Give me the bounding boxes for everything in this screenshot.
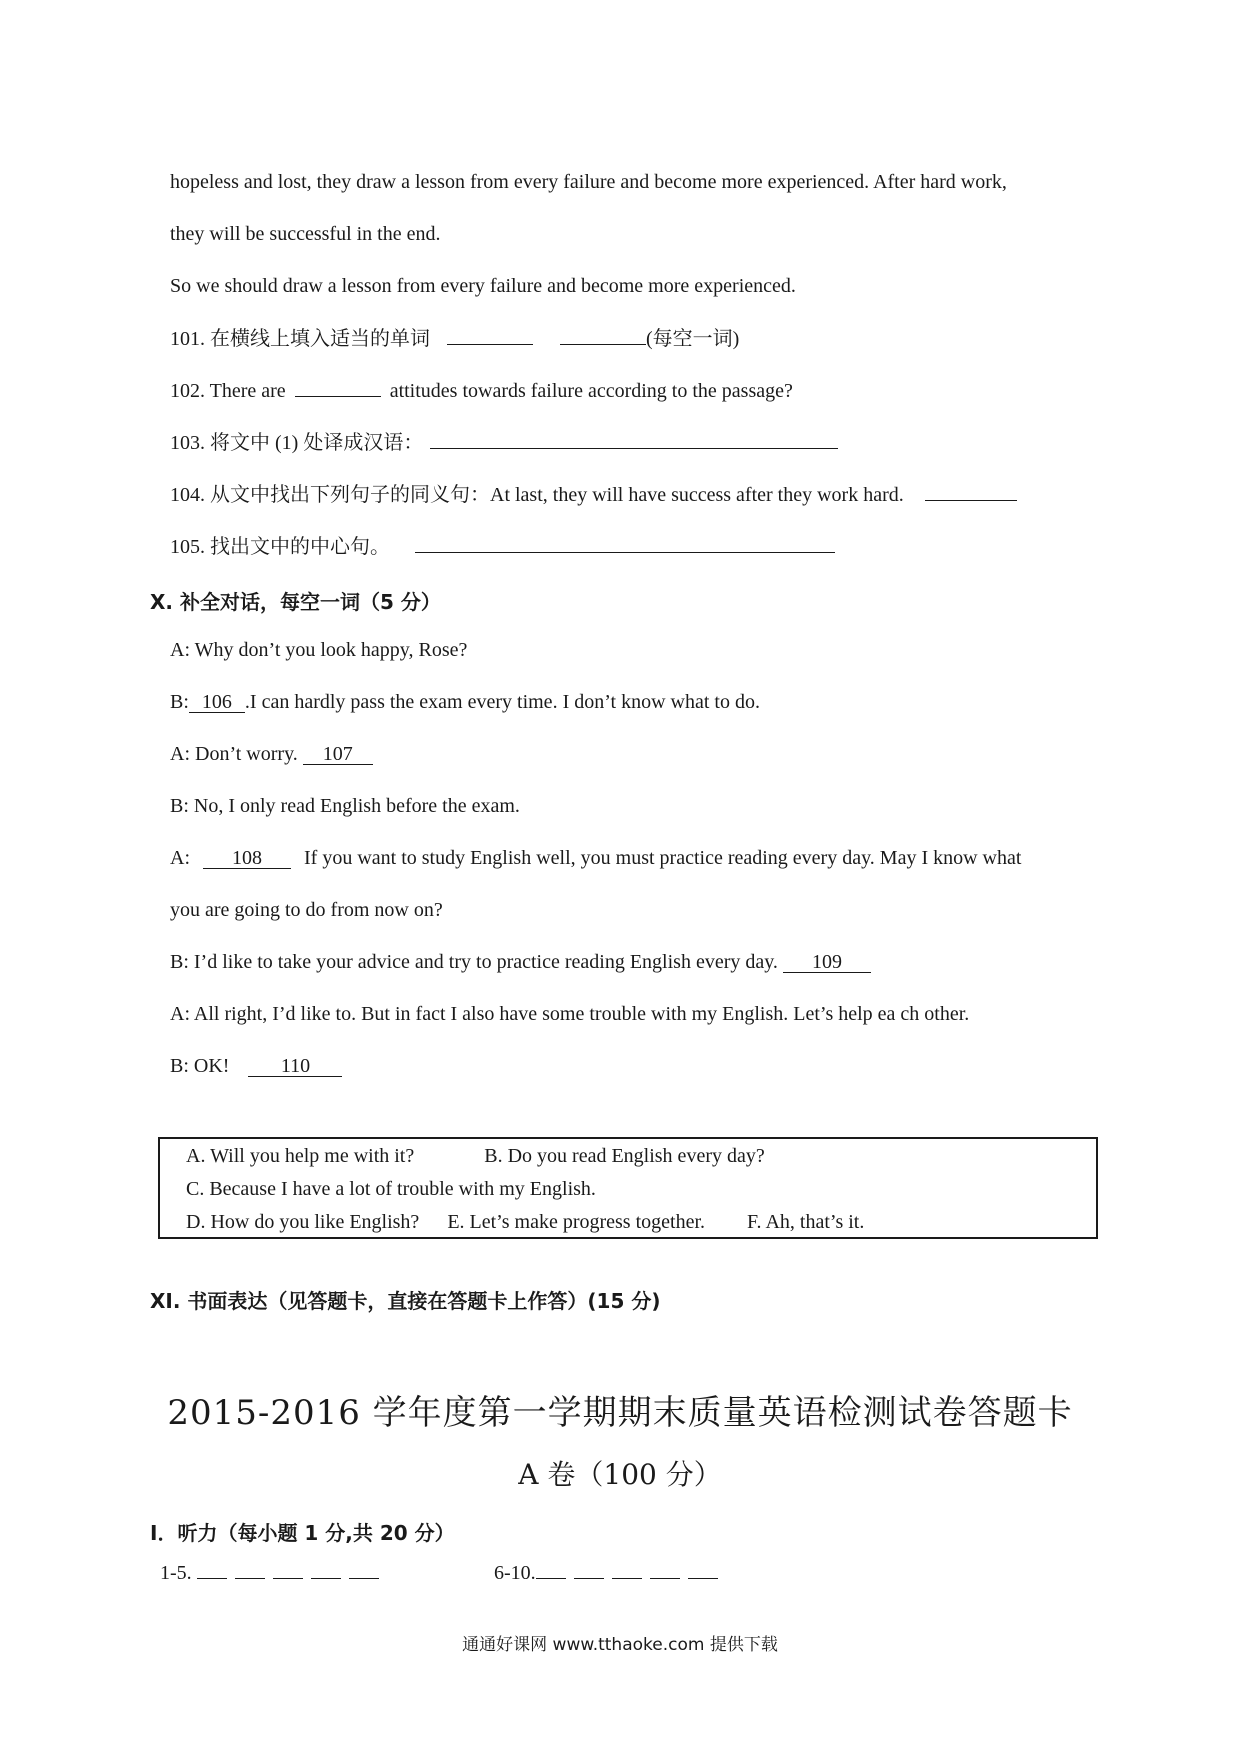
answer-blank-10[interactable] bbox=[688, 1560, 718, 1579]
dialogue-line-3-prefix: A: Don’t worry. bbox=[170, 743, 298, 765]
answer-blank-8[interactable] bbox=[612, 1560, 642, 1579]
options-row-3 bbox=[186, 1211, 864, 1234]
dialogue-blank-108[interactable]: 108 bbox=[203, 848, 291, 869]
dialogue-line-1: A: Why don’t you look happy, Rose? bbox=[170, 639, 468, 661]
question-105-text: 105. 找出文中的中心句。 bbox=[170, 536, 390, 558]
question-101-suffix: (每空一词) bbox=[646, 328, 740, 350]
question-102 bbox=[170, 378, 793, 403]
answers-6-10-label: 6-10. bbox=[494, 1562, 536, 1584]
dialogue-line-2 bbox=[170, 690, 760, 714]
question-104 bbox=[170, 482, 1017, 507]
option-f: F. Ah, that’s it. bbox=[747, 1211, 865, 1233]
dialogue-line-9 bbox=[170, 1054, 342, 1078]
dialogue-line-2-prefix: B: bbox=[170, 691, 189, 713]
dialogue-blank-106[interactable]: 106 bbox=[189, 692, 245, 713]
options-row-1 bbox=[186, 1145, 765, 1168]
dialogue-line-3 bbox=[170, 742, 373, 766]
answer-card-subtitle: A 卷（100 分） bbox=[518, 1458, 722, 1491]
dialogue-line-7 bbox=[170, 950, 871, 974]
answers-1-5-label: 1-5. bbox=[160, 1562, 192, 1584]
dialogue-line-9-prefix: B: OK! bbox=[170, 1055, 230, 1077]
dialogue-line-5 bbox=[170, 846, 1021, 870]
section-x-heading: X. 补全对话，每空一词（5 分） bbox=[150, 590, 441, 614]
answer-blank-9[interactable] bbox=[650, 1560, 680, 1579]
dialogue-line-5-suffix: If you want to study English well, you must practice reading every day. May I know what bbox=[304, 847, 1022, 869]
answer-card-title: 2015-2016 学年度第一学期期末质量英语检测试卷答题卡 bbox=[167, 1393, 1073, 1433]
answers-6-10 bbox=[494, 1560, 726, 1585]
dialogue-line-5-prefix: A: bbox=[170, 847, 190, 869]
question-102-prefix: 102. There are bbox=[170, 380, 286, 402]
answer-blank-5[interactable] bbox=[349, 1560, 379, 1579]
dialogue-line-2-suffix: .I can hardly pass the exam every time. I don’t know what to do. bbox=[244, 691, 760, 713]
answer-blank-1[interactable] bbox=[197, 1560, 227, 1579]
answer-blank-2[interactable] bbox=[235, 1560, 265, 1579]
dialogue-blank-107[interactable]: 107 bbox=[303, 744, 373, 765]
answer-blank-7[interactable] bbox=[574, 1560, 604, 1579]
option-c: C. Because I have a lot of trouble with my English. bbox=[186, 1178, 596, 1200]
answer-blank-3[interactable] bbox=[273, 1560, 303, 1579]
section-i-heading: I．听力（每小题 1 分,共 20 分） bbox=[150, 1521, 455, 1545]
option-a: A. Will you help me with it? bbox=[186, 1145, 415, 1167]
answer-blank-104[interactable] bbox=[925, 482, 1017, 501]
question-103-text: 103. 将文中 (1) 处译成汉语： bbox=[170, 432, 424, 454]
passage-line-2: they will be successful in the end. bbox=[170, 223, 441, 245]
answer-blank-101a[interactable] bbox=[447, 326, 533, 345]
dialogue-blank-109[interactable]: 109 bbox=[783, 952, 871, 973]
dialogue-line-4: B: No, I only read English before the exam. bbox=[170, 795, 520, 817]
section-xi-heading: XI. 书面表达（见答题卡，直接在答题卡上作答）(15 分) bbox=[150, 1289, 661, 1313]
dialogue-blank-110[interactable]: 110 bbox=[248, 1056, 342, 1077]
dialogue-line-8: A: All right, I’d like to. But in fact I also have some trouble with my English. Let’s help ea ch other. bbox=[170, 1003, 970, 1025]
option-b: B. Do you read English every day? bbox=[484, 1145, 765, 1167]
question-101 bbox=[170, 326, 739, 351]
dialogue-line-7-prefix: B: I’d like to take your advice and try to practice reading English every day. bbox=[170, 951, 778, 973]
option-e: E. Let’s make progress together. bbox=[447, 1211, 706, 1233]
option-d: D. How do you like English? bbox=[186, 1211, 420, 1233]
question-101-text: 101. 在横线上填入适当的单词 bbox=[170, 328, 430, 350]
answer-blank-4[interactable] bbox=[311, 1560, 341, 1579]
dialogue-line-6: you are going to do from now on? bbox=[170, 899, 443, 921]
answer-blank-101b[interactable] bbox=[560, 326, 646, 345]
answer-blank-103[interactable] bbox=[430, 430, 838, 449]
answer-blank-6[interactable] bbox=[536, 1560, 566, 1579]
answers-1-5 bbox=[160, 1560, 387, 1585]
passage-line-1: hopeless and lost, they draw a lesson from every failure and become more experienced. After hard work, bbox=[170, 171, 1007, 193]
question-105 bbox=[170, 534, 835, 559]
page-footer: 通通好课网 www.tthaoke.com 提供下载 bbox=[462, 1635, 778, 1655]
question-102-suffix: attitudes towards failure according to the passage? bbox=[389, 380, 793, 402]
options-box bbox=[158, 1137, 1098, 1239]
answer-blank-102[interactable] bbox=[295, 378, 381, 397]
answer-blank-105[interactable] bbox=[415, 534, 835, 553]
passage-line-3: So we should draw a lesson from every failure and become more experienced. bbox=[170, 275, 796, 297]
question-103 bbox=[170, 430, 838, 455]
question-104-text: 104. 从文中找出下列句子的同义句：At last, they will have success after they work hard. bbox=[170, 484, 904, 506]
options-row-2 bbox=[186, 1178, 596, 1201]
